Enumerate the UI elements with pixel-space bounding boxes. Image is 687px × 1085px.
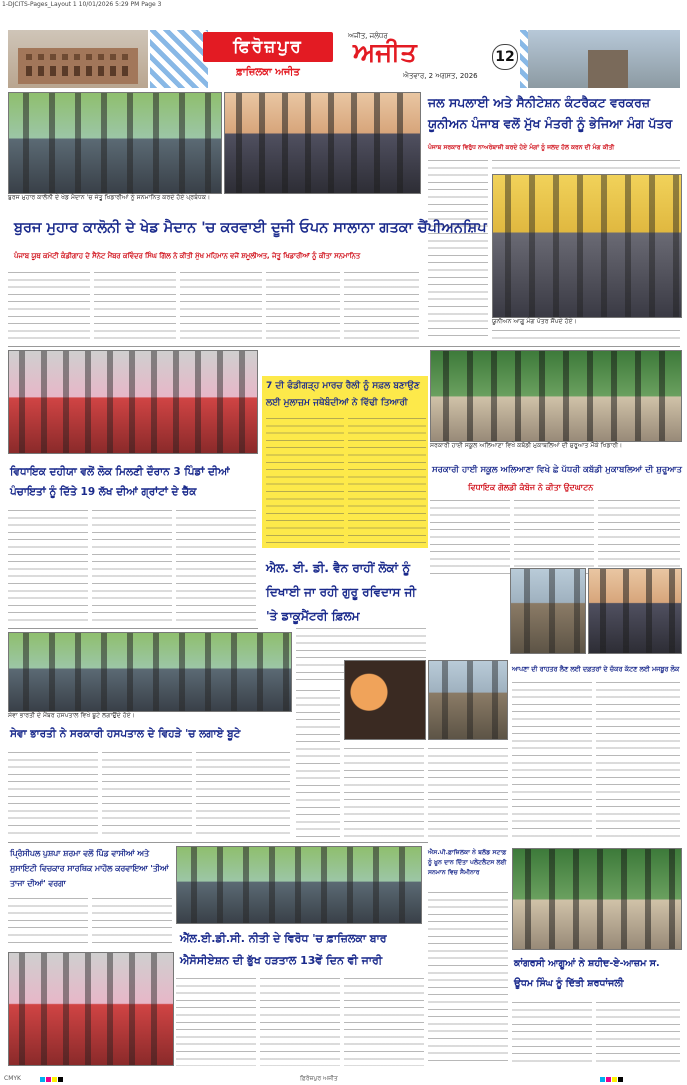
headline-seva-bharti: ਸੇਵਾ ਭਾਰਤੀ ਨੇ ਸਰਕਾਰੀ ਹਸਪਤਾਲ ਦੇ ਵਿਹੜੇ 'ਚ ਲਗਾਏ ਬੂਟੇ [10, 728, 241, 740]
print-slug: 1-DJCITS-Pages_Layout 1 10/01/2026 5:29 PM Page 3 [2, 1, 162, 8]
headline-union: ਜਲ ਸਪਲਾਈ ਅਤੇ ਸੈਨੀਟੇਸ਼ਨ ਕੰਟਰੈਕਟ ਵਰਕਰਜ਼ ਯੂਨੀਅਨ ਪੰਜਾਬ ਵਲੋਂ ਮੁੱਖ ਮੰਤਰੀ ਨੂੰ ਭੇਜਿਆ ਮੰਗ ਪੱਤਰ [428, 95, 673, 131]
article-photo-event-2 [8, 350, 258, 454]
body-mla-col3 [176, 510, 256, 622]
body-gatka-col4 [266, 272, 340, 342]
body-union-bottom [492, 330, 680, 344]
article-photo-udham-singh [512, 848, 682, 950]
body-gatka-col5 [344, 272, 419, 342]
masthead-right-photo [528, 30, 680, 88]
masthead-city: ਫਿਰੋਜ਼ਪੁਰ [203, 32, 333, 62]
article-photo-teej [8, 952, 174, 1066]
divider-2 [8, 628, 258, 629]
body-offices-col2 [596, 682, 680, 838]
body-union-col1 [428, 160, 488, 338]
masthead-building-photo [8, 30, 148, 88]
footer-cmyk: CMYK [4, 1075, 21, 1082]
masthead-pattern-left [150, 30, 208, 88]
article-photo-seva-bharti [8, 632, 292, 712]
article-photo-award [510, 568, 586, 654]
body-offices-col1 [512, 682, 592, 838]
subhead-union: ਪੰਜਾਬ ਸਰਕਾਰ ਵਿਰੁੱਧ ਨਾਅਰੇਬਾਜ਼ੀ ਕਰਦੇ ਹੋਏ ਮੰਗਾਂ ਨੂੰ ਜਲਦ ਹੱਲ ਕਰਨ ਦੀ ਮੰਗ ਕੀਤੀ [428, 144, 615, 151]
footer-center: ਫ਼ਿਰੋਜ਼ਪੁਰ ਅਜੀਤ [300, 1075, 338, 1082]
body-led-col2 [296, 690, 340, 838]
subhead-gatka: ਪੰਜਾਬ ਯੂਥ ਕਮੇਟੀ ਕੰਡੀਗਾਹ ਦੇ ਸੈਨੇਟ ਮੈਂਬਰ ਕਵਿੰਦਰ ਸਿੰਘ ਗਿੱਲ ਨੇ ਕੀਤੀ ਮੁੱਖ ਮਹਿਮਾਨ ਵਜੋਂ ਸ਼ਮੂਲੀਅਤ, ਜੇਤੂ ਖਿਡਾਰੀਆਂ ਨੂੰ ਕੀਤਾ ਸਨਮਾਨਿਤ [14, 252, 361, 260]
headline-offices: ਆਪਣਾ ਦੀ ਰਾਹਤਰ ਲੈਣ ਲਈ ਦਫ਼ਤਰਾਂ ਦੇ ਚੱਕਰ ਕੱਟਣ ਲਈ ਮਜਬੂਰ ਲੋਕ [512, 665, 680, 673]
body-rally-col1 [266, 418, 344, 544]
article-photo-led-screen [344, 660, 426, 740]
article-photo-led-crowd [428, 660, 508, 740]
color-bar-right [600, 1076, 624, 1083]
article-photo-felicitation [176, 846, 422, 924]
body-gatka-col1 [8, 272, 90, 342]
body-mla-col2 [92, 510, 172, 622]
article-photo-led-side [588, 568, 682, 654]
masthead [8, 30, 680, 88]
divider-1 [8, 346, 680, 347]
masthead-subtitle: ਫ਼ਾਜ਼ਿਲਕਾ ਅਜੀਤ [236, 67, 300, 78]
color-bar-left [40, 1076, 64, 1083]
photo-caption-seva-bharti: ਸੇਵਾ ਭਾਰਤੀ ਦੇ ਮੈਂਬਰ ਹਸਪਤਾਲ ਵਿਖੇ ਬੂਟੇ ਲਗਾਉਂਦੇ ਹੋਏ। [8, 712, 135, 719]
article-photo-gatka-2 [224, 92, 421, 194]
headline-teej: ਪ੍ਰਿੰਸੀਪਲ ਪੁਸ਼ਪਾ ਸ਼ਰਮਾ ਵਲੋਂ ਪਿੰਡ ਵਾਸੀਆਂ ਅਤੇ ਸੁਸਾਇਟੀ ਵਿਚਕਾਰ ਸਾਰਥਿਕ ਮਾਹੌਲ ਕਰਵਾਇਆ 'ਤੀਆਂ ਤਾਜਾ ਦੀਆਂ' ਵਰਗਾ [10, 849, 169, 888]
body-bar-col1 [176, 978, 256, 1066]
masthead-date: ਐਤਵਾਰ, 2 ਅਗਸਤ, 2026 [403, 72, 478, 80]
body-teej-col1 [8, 898, 88, 948]
body-seva-col3 [196, 752, 290, 838]
masthead-center [203, 32, 478, 86]
body-seva-col2 [102, 752, 192, 838]
body-led-col4 [428, 748, 508, 838]
footer [0, 1072, 687, 1085]
headline-udham-singh: ਕਾਂਗਰਸੀ ਆਗੂਆਂ ਨੇ ਸ਼ਹੀਦ-ਏ-ਆਜ਼ਮ ਸ. ਊਧਮ ਸਿੰਘ ਨੂੰ ਦਿੱਤੀ ਸ਼ਰਧਾਂਜਲੀ [514, 958, 660, 989]
body-bar-col2 [260, 978, 340, 1066]
body-teej-col2 [92, 898, 172, 948]
divider-3 [8, 842, 428, 843]
photo-caption-kabaddi: ਸਰਕਾਰੀ ਹਾਈ ਸਕੂਲ ਅਲਿਆਣਾ ਵਿਖੇ ਕਬੱਡੀ ਮੁਕਾਬਲਿਆਂ ਦੀ ਸ਼ੁਰੂਆਤ ਮੌਕੇ ਖਿਡਾਰੀ। [430, 442, 623, 449]
body-kabaddi-col1 [430, 500, 510, 580]
body-sp-col1 [428, 892, 508, 1064]
headline-led-van: ਐਲ. ਈ. ਡੀ. ਵੈਨ ਰਾਹੀਂ ਲੋਕਾਂ ਨੂੰ ਦਿਖਾਈ ਜਾ ਰਹੀ ਗੁਰੂ ਰਵਿਦਾਸ ਜੀ 'ਤੇ ਡਾਕੂਮੈਂਟਰੀ ਫ਼ਿਲਮ [266, 561, 416, 623]
masthead-pattern-right [520, 30, 528, 88]
body-led-col3 [344, 748, 424, 838]
masthead-paper-tag: ਅਜੀਤ, ਜਲੰਧਰ [348, 32, 388, 40]
body-bar-col3 [344, 978, 424, 1066]
headline-gatka: ਬੁਰਜ ਮੁਹਾਰ ਕਾਲੋਨੀ ਦੇ ਖੇਡ ਮੈਦਾਨ 'ਚ ਕਰਵਾਈ ਦੂਜੀ ਓਪਨ ਸਾਲਾਨਾ ਗਤਕਾ ਚੈਂਪੀਅਨਸ਼ਿਪ [14, 220, 487, 236]
body-udham-col [596, 1002, 680, 1064]
body-gatka-col3 [180, 272, 262, 342]
headline-mla-grants: ਵਿਧਾਇਕ ਦਹੀਯਾ ਵਲੋਂ ਲੋਕ ਮਿਲਣੀ ਦੌਰਾਨ 3 ਪਿੰਡਾਂ ਦੀਆਂ ਪੰਚਾਇਤਾਂ ਨੂੰ ਦਿੱਤੇ 19 ਲੱਖ ਦੀਆਂ ਗ੍ਰਾਂਟਾਂ ਦੇ ਚੈੱਕ [10, 466, 230, 498]
headline-sp-seminar: ਐਸ.ਪੀ.ਫ਼ਾਜ਼ਿਲਕਾ ਨੇ ਬਲੱਡ ਸਟਾਫ਼ ਨੂੰ ਖ਼ੂਨ ਦਾਨ ਦਿੱਤਾ ਪਲੇਟਲੈਟਸ ਲਈ ਸਨਮਾਨ ਵਿਚ ਸੈਮੀਨਾਰ [428, 849, 507, 876]
body-seva-col1 [8, 752, 98, 838]
subhead-kabaddi: ਵਿਧਾਇਕ ਗੋਲਡੀ ਕੰਬੋਜ ਨੇ ਕੀਤਾ ਉਦਘਾਟਨ [468, 483, 594, 492]
body-rally-col2 [348, 418, 426, 544]
photo-caption-union: ਯੂਨੀਅਨ ਆਗੂ ਮੰਗ ਪੱਤਰ ਸੌਂਪਦੇ ਹੋਏ। [492, 318, 577, 325]
article-photo-kabaddi [430, 350, 682, 442]
page-number: 12 [492, 44, 518, 70]
body-mla-col1 [8, 510, 88, 622]
headline-rally: 7 ਦੀ ਫੰਡੀਗੜ੍ਹ ਮਾਰਚ ਰੈਲੀ ਨੂੰ ਸਫ਼ਲ ਬਣਾਉਣ ਲਈ ਮੁਲਾਜ਼ਮ ਜਥੇਬੰਦੀਆਂ ਨੇ ਵਿੱਢੀ ਤਿਆਰੀ [266, 381, 420, 408]
headline-bar-association: ਐੱਲ.ਈ.ਡੀ.ਸੀ. ਨੀਤੀ ਦੇ ਵਿਰੋਧ 'ਚ ਫ਼ਾਜ਼ਿਲਕਾ ਬਾਰ ਐਸੋਸੀਏਸ਼ਨ ਦੀ ਭੁੱਖ ਹੜਤਾਲ 13ਵੇਂ ਦਿਨ ਵੀ ਜਾਰੀ [180, 932, 387, 967]
photo-caption-gatka: ਬੁਰਜ ਮੁਹਾਰ ਕਾਲੋਨੀ ਦੇ ਖੇਡ ਮੈਦਾਨ 'ਚ ਜੇਤੂ ਖਿਡਾਰੀਆਂ ਨੂੰ ਸਨਮਾਨਿਤ ਕਰਦੇ ਹੋਏ ਪ੍ਰਬੰਧਕ। [8, 194, 211, 201]
headline-kabaddi: ਸਰਕਾਰੀ ਹਾਈ ਸਕੂਲ ਅਲਿਆਣਾ ਵਿਖੇ ਛੇ ਪੱਧਰੀ ਕਬੱਡੀ ਮੁਕਾਬਲਿਆਂ ਦੀ ਸ਼ੁਰੂਆਤ [432, 465, 682, 475]
masthead-logo: ਅਜੀਤ [353, 38, 417, 68]
body-union-top [492, 160, 680, 172]
article-photo-gatka-1 [8, 92, 222, 194]
article-photo-union [492, 174, 682, 318]
body-sp-col2 [512, 1002, 592, 1064]
body-gatka-col2 [94, 272, 176, 342]
